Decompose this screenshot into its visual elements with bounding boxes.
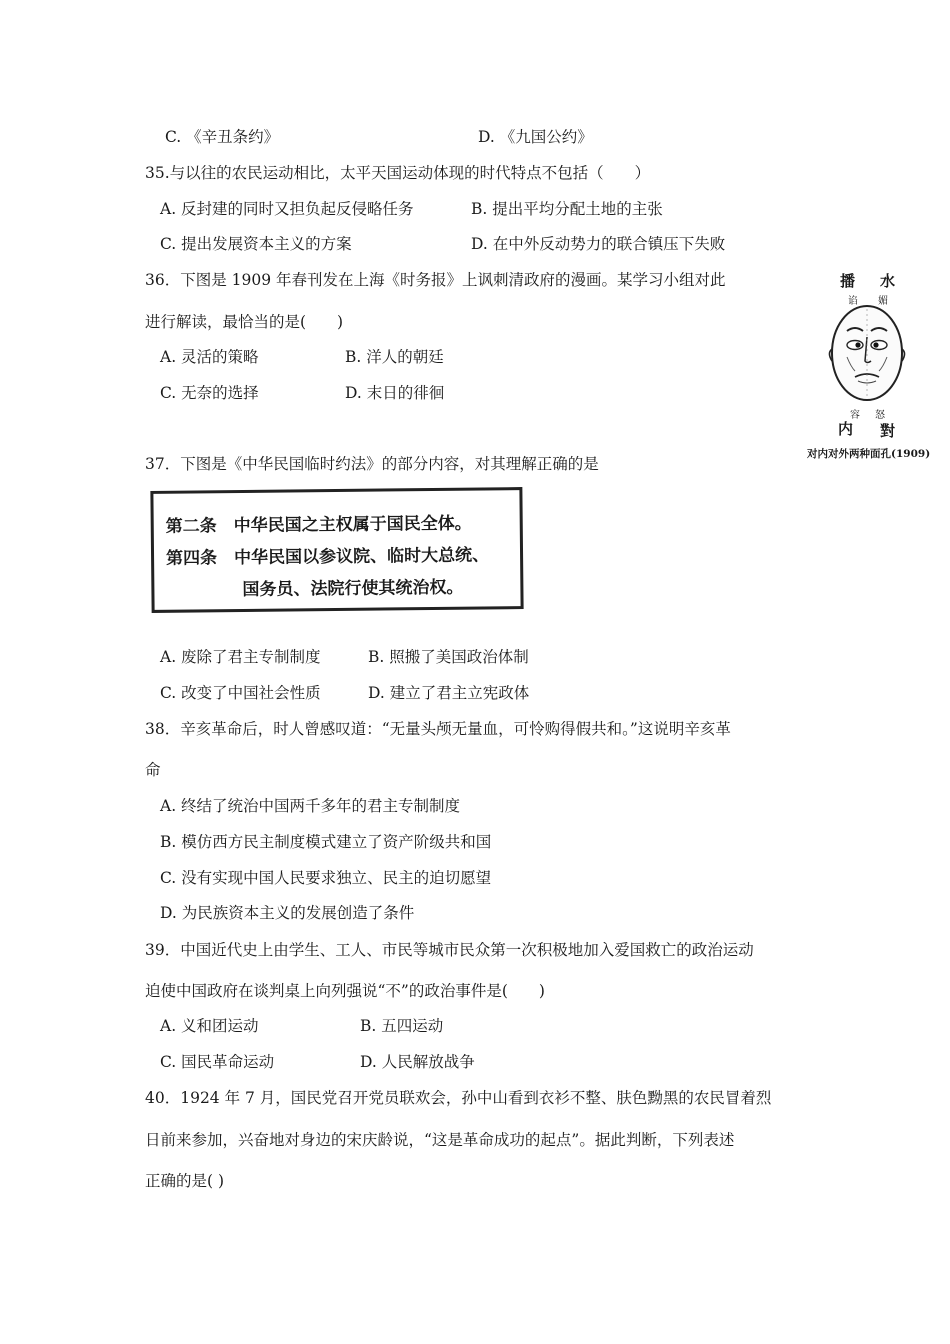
q38-option-b: B. 模仿西方民主制度模式建立了资产阶级共和国 — [160, 833, 492, 851]
q38-stem-line2: 命 — [145, 761, 161, 779]
q37-option-d: D. 建立了君主立宪政体 — [368, 684, 530, 702]
cartoon-label-mouth-left: 容 — [850, 410, 860, 421]
two-faced-cartoon-face — [825, 301, 909, 406]
provisional-constitution-excerpt — [150, 487, 523, 613]
q38-option-d: D. 为民族资本主义的发展创造了条件 — [160, 904, 415, 922]
cartoon-label-brow-right: 媚 — [878, 296, 888, 307]
q36-option-b: B. 洋人的朝廷 — [345, 348, 444, 366]
cartoon-label-top-left: 播 — [840, 272, 856, 290]
q36-option-a: A. 灵活的策略 — [160, 348, 259, 366]
q36-stem-line1: 36．下图是 1909 年春刊发在上海《时务报》上讽刺清政府的漫画。某学习小组对此 — [145, 271, 726, 289]
q39-stem-line2: 迫使中国政府在谈判桌上向列强说“不”的政治事件是( ) — [145, 982, 545, 1000]
q39-option-c: C. 国民革命运动 — [160, 1053, 275, 1071]
q35-option-a: A. 反封建的同时又担负起反侵略任务 — [160, 200, 414, 218]
q37-option-b: B. 照搬了美国政治体制 — [368, 648, 529, 666]
q34-option-c: C. 《辛丑条约》 — [165, 128, 280, 146]
q35-option-c: C. 提出发展资本主义的方案 — [160, 235, 352, 253]
q39-option-d: D. 人民解放战争 — [360, 1053, 475, 1071]
q35-stem: 35.与以往的农民运动相比，太平天国运动体现的时代特点不包括（ ） — [145, 164, 651, 182]
q36-stem-line2: 进行解读，最恰当的是( ) — [145, 313, 344, 331]
law-article-2: 第二条 中华民国之主权属于国民全体。 — [165, 513, 472, 537]
q40-stem-line2: 日前来参加，兴奋地对身边的宋庆龄说，“这是革命成功的起点”。据此判断，下列表述 — [145, 1131, 735, 1149]
q37-stem: 37．下图是《中华民国临时约法》的部分内容，对其理解正确的是 — [145, 455, 599, 473]
q38-stem-line1: 38．辛亥革命后，时人曾感叹道：“无量头颅无量血，可怜购得假共和。”这说明辛亥革 — [145, 720, 731, 738]
q38-option-a: A. 终结了统治中国两千多年的君主专制制度 — [160, 797, 461, 815]
q37-option-c: C. 改变了中国社会性质 — [160, 684, 321, 702]
cartoon-label-bottom-left: 内 — [838, 420, 854, 438]
q34-option-d: D. 《九国公约》 — [478, 128, 593, 146]
law-article-4-line1: 第四条 中华民国以参议院、临时大总统、 — [165, 545, 490, 569]
cartoon-caption: 对内对外两种面孔(1909) — [807, 448, 931, 460]
q35-option-d: D. 在中外反动势力的联合镇压下失败 — [471, 235, 726, 253]
q40-stem-line3: 正确的是( ) — [145, 1172, 225, 1190]
q35-option-b: B. 提出平均分配土地的主张 — [471, 200, 663, 218]
q40-stem-line1: 40．1924 年 7 月，国民党召开党员联欢会，孙中山看到衣衫不整、肤色黝黑的农民冒着烈 — [145, 1089, 772, 1107]
q39-stem-line1: 39．中国近代史上由学生、工人、市民等城市民众第一次积极地加入爱国救亡的政治运动 — [145, 941, 754, 959]
cartoon-label-mouth-right: 怒 — [875, 410, 885, 421]
q36-option-c: C. 无奈的选择 — [160, 384, 259, 402]
cartoon-label-brow-left: 谄 — [848, 296, 858, 307]
q36-cartoon — [805, 268, 935, 463]
q36-option-d: D. 末日的徘徊 — [345, 384, 445, 402]
cartoon-label-top-right: 水 — [880, 272, 896, 290]
cartoon-label-bottom-right: 對 — [880, 422, 896, 440]
q37-option-a: A. 废除了君主专制制度 — [160, 648, 321, 666]
q38-option-c: C. 没有实现中国人民要求独立、民主的迫切愿望 — [160, 869, 492, 887]
q39-option-a: A. 义和团运动 — [160, 1017, 259, 1035]
law-article-4-line2: 国务员、法院行使其统治权。 — [242, 577, 464, 600]
q39-option-b: B. 五四运动 — [360, 1017, 444, 1035]
